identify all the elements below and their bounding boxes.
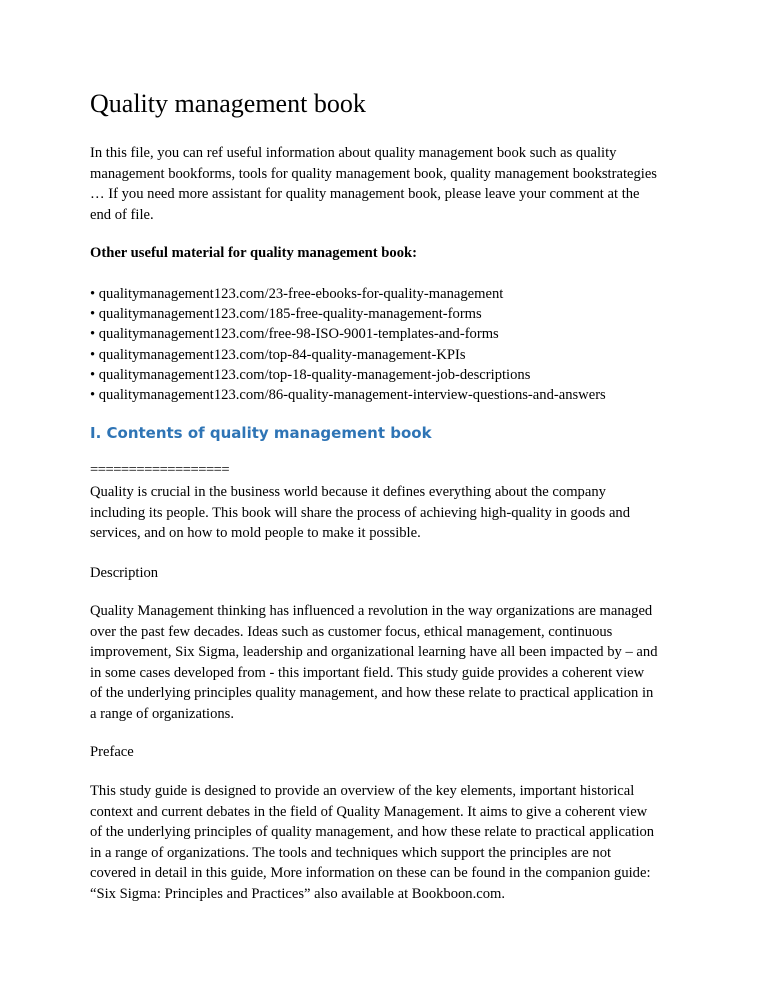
- intro-line: … If you need more assistant for quality management book, please leave your comment at the: [90, 186, 640, 202]
- preface-line: context and current debates in the field of Quality Management. It aims to give a coherent view: [90, 803, 648, 820]
- document-title: Quality management book: [90, 89, 366, 118]
- summary-paragraph: [90, 482, 690, 544]
- link-list: [90, 284, 606, 405]
- preface-line: covered in detail in this guide, More information on these can be found in the companion guide:: [90, 865, 651, 881]
- list-item[interactable]: • qualitymanagement123.com/23-free-ebooks-for-quality-management: [90, 286, 504, 302]
- preface-line: This study guide is designed to provide an overview of the key elements, important historical: [90, 783, 635, 799]
- preface-label: Preface: [90, 744, 134, 760]
- list-item[interactable]: • qualitymanagement123.com/top-84-quality-management-KPIs: [90, 346, 466, 363]
- description-line: Quality Management thinking has influenced a revolution in the way organizations are managed: [90, 603, 653, 619]
- description-label: Description: [90, 565, 159, 581]
- summary-line: services, and on how to mold people to make it possible.: [90, 525, 421, 541]
- summary-line: including its people. This book will share the process of achieving high-quality in goods and: [90, 504, 631, 521]
- description-line: of the underlying principles quality management, and how these relate to practical application in: [90, 685, 654, 701]
- intro-line: end of file.: [90, 206, 154, 223]
- list-item[interactable]: • qualitymanagement123.com/185-free-quality-management-forms: [90, 306, 482, 323]
- section-heading: I. Contents of quality management book: [90, 424, 432, 442]
- separator-line: ==================: [90, 462, 230, 478]
- intro-paragraph: [90, 143, 690, 225]
- list-item[interactable]: • qualitymanagement123.com/86-quality-management-interview-questions-and-answers: [90, 387, 606, 404]
- list-item[interactable]: • qualitymanagement123.com/free-98-ISO-9001-templates-and-forms: [90, 326, 499, 343]
- other-material-heading: Other useful material for quality management book:: [90, 245, 417, 261]
- description-paragraph: [90, 601, 690, 724]
- description-line: improvement, Six Sigma, leadership and organizational learning have all been impacted by – and: [90, 644, 658, 660]
- list-item[interactable]: • qualitymanagement123.com/top-18-quality-management-job-descriptions: [90, 366, 531, 383]
- description-line: in some cases developed from - this important field. This study guide provides a coherent view: [90, 664, 645, 681]
- preface-line: of the underlying principles of quality management, and how these relate to practical application: [90, 824, 655, 840]
- intro-line: In this file, you can ref useful information about quality management book such as quality: [90, 145, 617, 161]
- preface-line: “Six Sigma: Principles and Practices” also available at Bookboon.com.: [90, 885, 506, 902]
- description-line: over the past few decades. Ideas such as customer focus, ethical management, continuous: [90, 623, 613, 640]
- preface-paragraph: [90, 781, 690, 904]
- description-line: a range of organizations.: [90, 705, 234, 722]
- intro-line: management bookforms, tools for quality management book, quality management bookstrategies: [90, 165, 657, 182]
- summary-line: Quality is crucial in the business world because it defines everything about the company: [90, 484, 606, 500]
- preface-line: in a range of organizations. The tools and techniques which support the principles are not: [90, 844, 612, 861]
